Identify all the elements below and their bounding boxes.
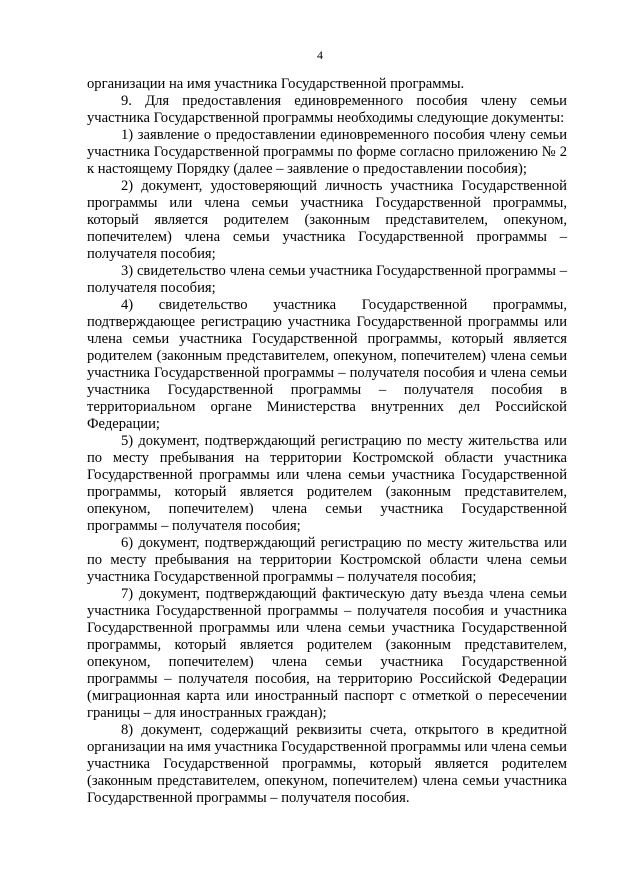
list-item-8: 8) документ, содержащий реквизиты счета, открытого в кредитной организации на имя участника Государственной программы или члена семьи участника Государственной программы, который является родителем (законным представителем, опекуном, попечителем) члена семьи участника Государственной программы – получателя пособия. xyxy=(87,722,567,806)
list-item-4: 4) свидетельство участника Государственной программы, подтверждающее регистрацию участника Государственной программы или члена семьи участника Государственной программы, который является родителем (законным представителем, опекуном, попечителем) члена семьи участника Государственной программы – получателя пособия и члена семьи участника Государственной программы – получателя пособия в территориальном органе Министерства внутренних дел Российской Федерации; xyxy=(87,297,567,432)
paragraph-continuation: организации на имя участника Государственной программы. xyxy=(87,76,465,92)
document-body xyxy=(87,76,567,807)
page-number: 4 xyxy=(317,48,323,62)
list-item-1: 1) заявление о предоставлении единовременного пособия члену семьи участника Государственной программы по форме согласно приложению № 2 к настоящему Порядку (далее – заявление о предоставлении пособия); xyxy=(87,127,567,177)
list-item-2: 2) документ, удостоверяющий личность участника Государственной программы или члена семьи участника Государственной программы, который является родителем (законным представителем, опекуном, попечителем) члена семьи участника Государственной программы – получателя пособия; xyxy=(87,178,567,262)
list-item-7: 7) документ, подтверждающий фактическую дату въезда члена семьи участника Государственной программы – получателя пособия и участника Государственной программы или члена семьи участника Государственной программы, который является родителем (законным представителем, опекуном, попечителем) члена семьи участника Государственной программы – получателя пособия, на территорию Российской Федерации (миграционная карта или иностранный паспорт с отметкой о пересечении границы – для иностранных граждан); xyxy=(87,586,567,721)
paragraph-clause-9: 9. Для предоставления единовременного пособия члену семьи участника Государственной программы необходимы следующие документы: xyxy=(87,93,567,126)
list-item-5: 5) документ, подтверждающий регистрацию по месту жительства или по месту пребывания на территории Костромской области участника Государственной программы или члена семьи участника Государственной программы, который является родителем (законным представителем, опекуном, попечителем) члена семьи участника Государственной программы – получателя пособия; xyxy=(87,433,567,534)
list-item-6: 6) документ, подтверждающий регистрацию по месту жительства или по месту пребывания на территории Костромской области члена семьи участника Государственной программы – получателя пособия; xyxy=(87,535,567,585)
list-item-3: 3) свидетельство члена семьи участника Государственной программы – получателя пособия; xyxy=(87,263,567,296)
